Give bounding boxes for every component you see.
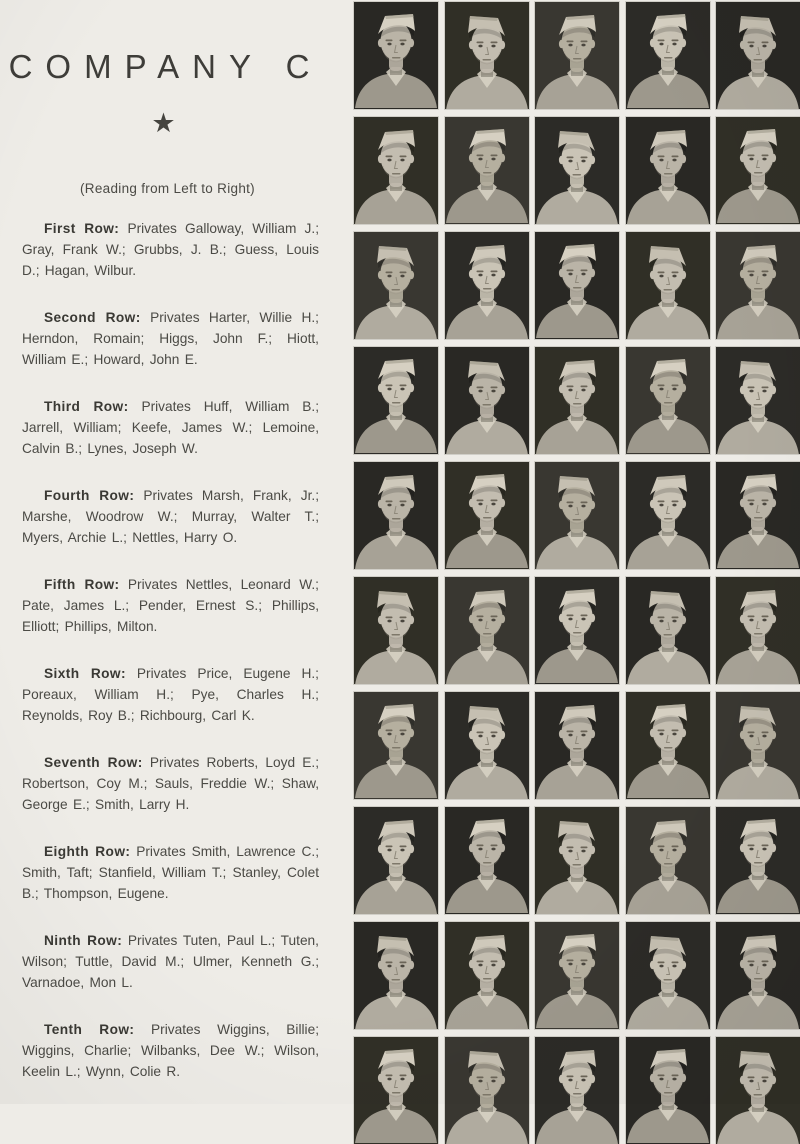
roster-row-label: Second Row: bbox=[44, 310, 141, 325]
portrait-photo bbox=[626, 922, 710, 1029]
roster-paragraph-fourth bbox=[22, 485, 319, 548]
portrait-photo bbox=[354, 462, 438, 569]
portrait-photo bbox=[354, 692, 438, 799]
portrait-photo bbox=[716, 2, 800, 109]
portrait-photo bbox=[535, 117, 619, 224]
portrait-photo bbox=[626, 462, 710, 569]
portrait-photo bbox=[445, 117, 529, 224]
portrait-photo bbox=[354, 807, 438, 914]
roster-paragraph-third bbox=[22, 396, 319, 459]
portrait-photo bbox=[535, 462, 619, 569]
roster-row-label: Sixth Row: bbox=[44, 666, 126, 681]
text-column bbox=[0, 0, 345, 1104]
roster-row-names: Privates Nettles, Leonard W.; Pate, James L.; Pender, Ernest S.; Phillips, Elliott; Phillips, Milton. bbox=[22, 577, 319, 634]
portrait-photo bbox=[445, 807, 529, 914]
roster-paragraph-sixth bbox=[22, 663, 319, 726]
portrait-photo bbox=[445, 2, 529, 109]
portrait-photo bbox=[716, 347, 800, 454]
page-title: COMPANY C bbox=[8, 48, 323, 85]
portrait-photo bbox=[445, 922, 529, 1029]
portrait-photo bbox=[535, 922, 619, 1029]
portrait-photo bbox=[445, 577, 529, 684]
portrait-photo bbox=[535, 692, 619, 799]
roster-row-names: Privates Harter, Willie H.; Herndon, Romain; Higgs, John F.; Hiott, William E.; Howard, John E. bbox=[22, 310, 319, 367]
roster-row-names: Privates Tuten, Paul L.; Tuten, Wilson; Tuttle, David M.; Ulmer, Kenneth G.; Varnadoe, Mon L. bbox=[22, 933, 319, 990]
portrait-photo bbox=[716, 577, 800, 684]
portrait-photo bbox=[354, 577, 438, 684]
portrait-photo bbox=[445, 347, 529, 454]
roster-row-names: Privates Roberts, Loyd E.; Robertson, Coy M.; Sauls, Freddie W.; Shaw, George E.; Smith, Larry H. bbox=[22, 755, 319, 812]
portrait-photo bbox=[535, 807, 619, 914]
portrait-photo bbox=[716, 1037, 800, 1144]
roster-paragraph-first bbox=[22, 218, 319, 281]
portrait-photo bbox=[716, 117, 800, 224]
roster-row-label: First Row: bbox=[44, 221, 120, 236]
portrait-photo bbox=[626, 807, 710, 914]
reading-caption: (Reading from Left to Right) bbox=[80, 181, 255, 196]
portrait-photo bbox=[535, 232, 619, 339]
roster-paragraph-fifth bbox=[22, 574, 319, 637]
portrait-photo bbox=[716, 462, 800, 569]
portrait-photo bbox=[535, 1037, 619, 1144]
roster bbox=[22, 218, 319, 1108]
roster-row-names: Privates Galloway, William J.; Gray, Frank W.; Grubbs, J. B.; Guess, Louis D.; Hagan, Wilbur. bbox=[22, 221, 319, 278]
portrait-photo bbox=[626, 117, 710, 224]
portrait-photo bbox=[354, 2, 438, 109]
roster-row-names: Privates Marsh, Frank, Jr.; Marshe, Woodrow W.; Murray, Walter T.; Myers, Archie L.; Nettles, Harry O. bbox=[22, 488, 319, 545]
photo-grid bbox=[354, 2, 800, 1144]
roster-row-names: Privates Huff, William B.; Jarrell, William; Keefe, James W.; Lemoine, Calvin B.; Lynes, Joseph W. bbox=[22, 399, 320, 456]
portrait-photo bbox=[445, 692, 529, 799]
portrait-photo bbox=[535, 577, 619, 684]
roster-paragraph-second bbox=[22, 307, 319, 370]
portrait-photo bbox=[354, 117, 438, 224]
portrait-photo bbox=[535, 347, 619, 454]
roster-row-names: Privates Price, Eugene H.; Poreaux, William H.; Pye, Charles H.; Reynolds, Roy B.; Richbourg, Carl K. bbox=[22, 666, 319, 723]
roster-row-label: Ninth Row: bbox=[44, 933, 123, 948]
portrait-photo bbox=[354, 232, 438, 339]
portrait-photo bbox=[716, 692, 800, 799]
roster-row-label: Tenth Row: bbox=[44, 1022, 135, 1037]
roster-paragraph-seventh bbox=[22, 752, 319, 815]
portrait-photo bbox=[626, 2, 710, 109]
roster-row-label: Fourth Row: bbox=[44, 488, 135, 503]
roster-row-label: Third Row: bbox=[44, 399, 129, 414]
star-icon: ★ bbox=[151, 108, 176, 138]
portrait-photo bbox=[535, 2, 619, 109]
portrait-photo bbox=[626, 347, 710, 454]
portrait-photo bbox=[716, 807, 800, 914]
roster-paragraph-tenth bbox=[22, 1019, 319, 1082]
portrait-photo bbox=[354, 922, 438, 1029]
portrait-photo bbox=[354, 347, 438, 454]
portrait-photo bbox=[445, 462, 529, 569]
portrait-photo bbox=[626, 692, 710, 799]
portrait-photo bbox=[445, 1037, 529, 1144]
portrait-photo bbox=[716, 922, 800, 1029]
roster-row-label: Seventh Row: bbox=[44, 755, 143, 770]
portrait-photo bbox=[716, 232, 800, 339]
roster-row-names: Privates Wiggins, Billie; Wiggins, Charlie; Wilbanks, Dee W.; Wilson, Keelin L.; Wynn, Colie R. bbox=[22, 1022, 319, 1079]
roster-paragraph-ninth bbox=[22, 930, 319, 993]
portrait-photo bbox=[626, 577, 710, 684]
portrait-photo bbox=[445, 232, 529, 339]
roster-row-label: Eighth Row: bbox=[44, 844, 131, 859]
portrait-photo bbox=[626, 232, 710, 339]
roster-row-label: Fifth Row: bbox=[44, 577, 120, 592]
roster-paragraph-eighth bbox=[22, 841, 319, 904]
roster-row-names: Privates Smith, Lawrence C.; Smith, Taft; Stanfield, William T.; Stanley, Colet B.; Thompson, Eugene. bbox=[22, 844, 319, 901]
portrait-photo bbox=[626, 1037, 710, 1144]
portrait-photo bbox=[354, 1037, 438, 1144]
